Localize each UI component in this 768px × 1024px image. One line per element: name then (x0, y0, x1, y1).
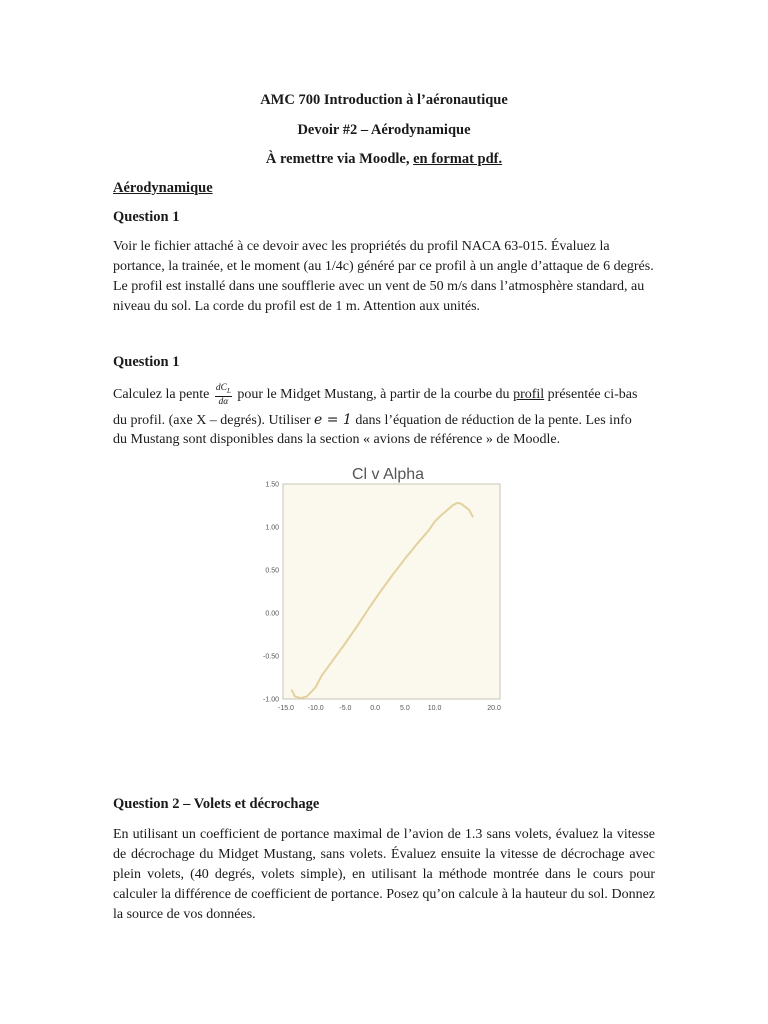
x-tick-label: 5.0 (400, 705, 410, 712)
y-tick-label: 1.00 (265, 524, 279, 532)
y-tick-label: -1.00 (263, 696, 279, 704)
submission-format: en format pdf. (413, 151, 503, 167)
x-tick-label: 20.0 (487, 705, 501, 712)
y-tick-label: 0.00 (265, 610, 279, 618)
fraction-denominator: dα (218, 396, 229, 407)
x-tick-label: 0.0 (370, 705, 381, 712)
q1b-line1-pre: Calculez la pente (113, 387, 213, 403)
q1b-line1-mid: pour le Midget Mustang, à partir de la courbe du (233, 387, 514, 403)
section-title: Aérodynamique (113, 180, 213, 196)
fraction-numerator-sub: L (227, 386, 231, 395)
x-tick-label: -15.0 (277, 705, 294, 712)
x-tick-label: -5.0 (339, 705, 352, 712)
x-tick-label: 10.0 (427, 705, 442, 712)
submission-prefix: À remettre via Moodle, (265, 151, 414, 167)
question-1b-line-3: du Mustang sont disponibles dans la section « avions de référence » de Moodle. (113, 432, 561, 447)
question-1a-heading: Question 1 (113, 209, 180, 225)
plot-area (283, 484, 500, 699)
question-1a-text: Voir le fichier attaché à ce devoir avec les propriétés du profil NACA 63-015. Évaluez la portance, la trainée, et le moment (au 1/4c) généré par ce profil à un angle d’attaque de 6 degrés. Le profil est installé dans une soufflerie avec un vent de 50 m/s dans l’atmosphère standard, au niveau du sol. La corde du profil est de 1 m. Attention aux unités. (113, 239, 654, 314)
question-2-heading: Question 2 – Volets et décrochage (113, 796, 320, 812)
q1b-line2-post: dans l’équation de réduction de la pente. Les info (351, 413, 632, 428)
q1b-line2-pre: du profil. (axe X – degrés). Utiliser (113, 413, 314, 428)
derivative-fraction (215, 383, 232, 407)
math-e-equals-1: e = 1 (314, 412, 352, 428)
q1b-line1-post: présentée ci-bas (544, 387, 638, 403)
question-1b-heading: Question 1 (113, 354, 180, 370)
x-tick-label: -10.0 (307, 705, 324, 712)
question-1b-line-1 (113, 383, 637, 407)
cl-alpha-chart (255, 460, 515, 720)
question-2-text: En utilisant un coefficient de portance maximal de l’avion de 1.3 sans volets, évaluez la vitesse de décrochage du Midget Mustang, sans volets. Évaluez ensuite la vitesse de décrochage avec plein volets, (40 degrés, volets simple), en utilisant la méthode montrée dans le cours pour calculer la différence de coefficient de portance. Posez qu’on calcule à la hauteur du sol. Donnez la source de vos données. (113, 827, 655, 922)
submission-note (0, 151, 768, 168)
y-tick-label: 1.50 (265, 481, 279, 489)
profil-link[interactable]: profil (513, 387, 545, 403)
chart-title: Cl v Alpha (351, 466, 425, 483)
fraction-numerator: dC (215, 383, 227, 393)
y-tick-label: -0.50 (263, 653, 279, 661)
course-title: AMC 700 Introduction à l’aéronautique (260, 92, 508, 108)
y-tick-label: 0.50 (265, 567, 279, 575)
question-1b-line-2 (113, 412, 632, 429)
assignment-title: Devoir #2 – Aérodynamique (297, 122, 471, 138)
